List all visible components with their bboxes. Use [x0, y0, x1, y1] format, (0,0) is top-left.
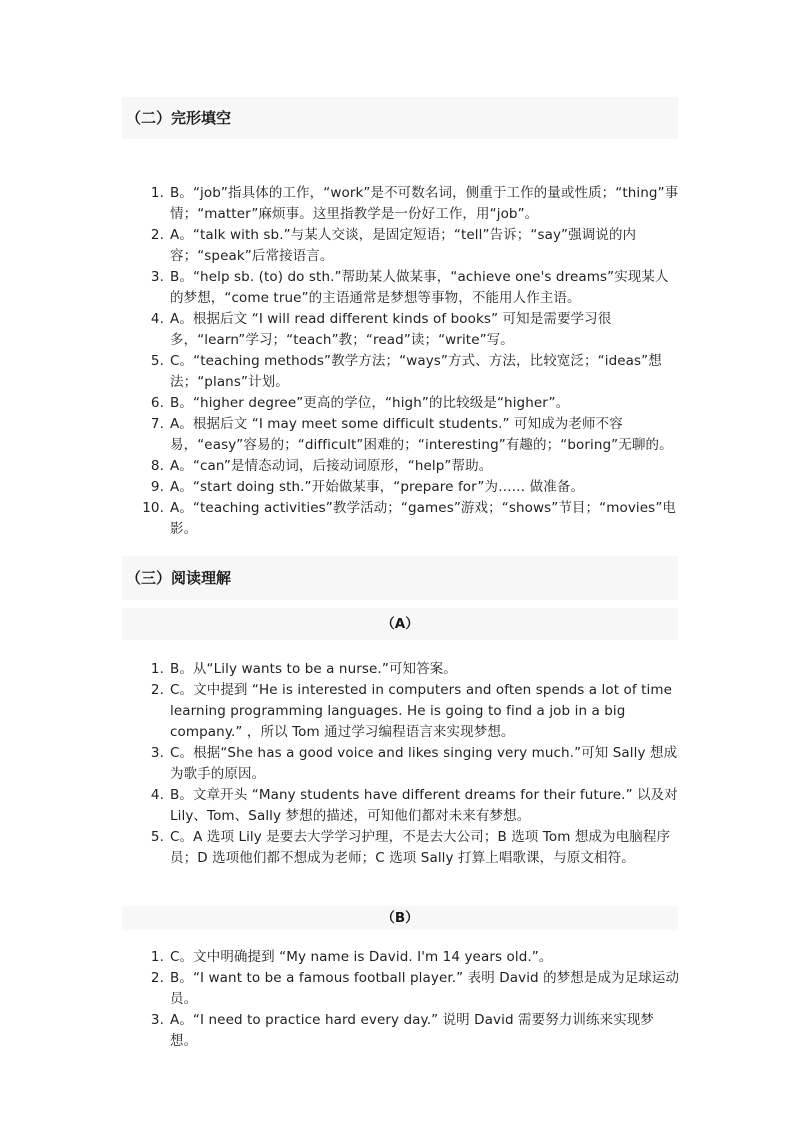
answer-number: 2.: [150, 970, 164, 986]
answer-number: 3.: [150, 1012, 164, 1028]
section-heading-cloze: （二）完形填空: [122, 97, 678, 139]
answer-explanation: C。A 选项 Lily 是要去大学学习护理，不是去大公司；B 选项 Tom 想成为电脑程序员；D 选项他们都不想成为老师；C 选项 Sally 打算上唱歌课，与原文相符。: [170, 829, 671, 866]
answer-number: 5.: [150, 353, 164, 369]
answer-number: 9.: [150, 479, 164, 495]
answer-item: [140, 827, 680, 869]
answer-item: [140, 680, 680, 743]
reading-b-answer-list: [140, 947, 680, 1052]
answer-number: 8.: [150, 458, 164, 474]
answer-item: [140, 498, 680, 540]
answer-explanation: B。文章开头 “Many students have different dreams for their future.” 以及对 Lily、Tom、Sally 梦想的描述，可知他们都对未来有梦想。: [170, 787, 678, 824]
answer-item: [140, 968, 680, 1010]
answer-number: 6.: [150, 395, 164, 411]
answer-number: 7.: [150, 416, 164, 432]
answer-explanation: B。“job”指具体的工作，“work”是不可数名词，侧重于工作的量或性质；“thing”事情；“matter”麻烦事。这里指教学是一份好工作，用“job”。: [170, 185, 679, 222]
answer-item: [140, 225, 680, 267]
answer-item: [140, 309, 680, 351]
answer-explanation: A。“start doing sth.”开始做某事，“prepare for”为…… 做准备。: [170, 479, 585, 495]
passage-label-b: （B）: [122, 906, 678, 930]
answer-item: [140, 267, 680, 309]
section-heading-reading: （三）阅读理解: [122, 556, 678, 600]
answer-number: 1.: [150, 949, 164, 965]
answer-item: [140, 393, 680, 414]
answer-explanation: C。文中提到 “He is interested in computers and often spends a lot of time learning programming languages. He is going to find a job in a big company.” ，所以 Tom 通过学习编程语言来实现梦想。: [170, 682, 673, 740]
answer-number: 2.: [150, 227, 164, 243]
answer-explanation: B。“higher degree”更高的学位，“high”的比较级是“higher”。: [170, 395, 570, 411]
answer-explanation: A。“teaching activities”教学活动；“games”游戏；“shows”节目；“movies”电影。: [170, 500, 677, 537]
answer-item: [140, 659, 680, 680]
answer-item: [140, 183, 680, 225]
answer-explanation: A。根据后文 “I will read different kinds of books” 可知是需要学习很多，“learn”学习；“teach”教；“read”读；“write”写。: [170, 311, 612, 348]
answer-explanation: C。“teaching methods”教学方法；“ways”方式、方法，比较宽泛；“ideas”想法；“plans”计划。: [170, 353, 662, 390]
reading-a-answer-list: [140, 659, 680, 869]
answer-number: 3.: [150, 745, 164, 761]
answer-item: [140, 477, 680, 498]
answer-item: [140, 456, 680, 477]
answer-number: 5.: [150, 829, 164, 845]
answer-explanation: B。从“Lily wants to be a nurse.”可知答案。: [170, 661, 457, 677]
cloze-answer-list: [140, 183, 680, 540]
answer-item: [140, 414, 680, 456]
answer-number: 4.: [150, 311, 164, 327]
answer-explanation: B。“help sb. (to) do sth.”帮助某人做某事，“achieve one's dreams”实现某人的梦想，“come true”的主语通常是梦想等事物，不能用人作主语。: [170, 269, 669, 306]
answer-number: 1.: [150, 185, 164, 201]
answer-number: 4.: [150, 787, 164, 803]
passage-label-a: （A）: [122, 608, 678, 640]
answer-explanation: A。“can”是情态动词，后接动词原形，“help”帮助。: [170, 458, 493, 474]
answer-explanation: C。文中明确提到 “My name is David. I'm 14 years old.”。: [170, 949, 553, 965]
answer-explanation: B。“I want to be a famous football player.” 表明 David 的梦想是成为足球运动员。: [170, 970, 680, 1007]
answer-item: [140, 947, 680, 968]
answer-item: [140, 743, 680, 785]
answer-explanation: C。根据“She has a good voice and likes singing very much.”可知 Sally 想成为歌手的原因。: [170, 745, 678, 782]
answer-item: [140, 785, 680, 827]
answer-explanation: A。“I need to practice hard every day.” 说明 David 需要努力训练来实现梦想。: [170, 1012, 655, 1049]
answer-explanation: A。“talk with sb.”与某人交谈，是固定短语；“tell”告诉；“say”强调说的内容；“speak”后常接语言。: [170, 227, 637, 264]
answer-explanation: A。根据后文 “I may meet some difficult students.” 可知成为老师不容易，“easy”容易的；“difficult”困难的；“interesting”有趣的；“boring”无聊的。: [170, 416, 673, 453]
answer-item: [140, 351, 680, 393]
answer-item: [140, 1010, 680, 1052]
answer-number: 10.: [142, 500, 164, 516]
answer-number: 1.: [150, 661, 164, 677]
answer-number: 3.: [150, 269, 164, 285]
answer-number: 2.: [150, 682, 164, 698]
